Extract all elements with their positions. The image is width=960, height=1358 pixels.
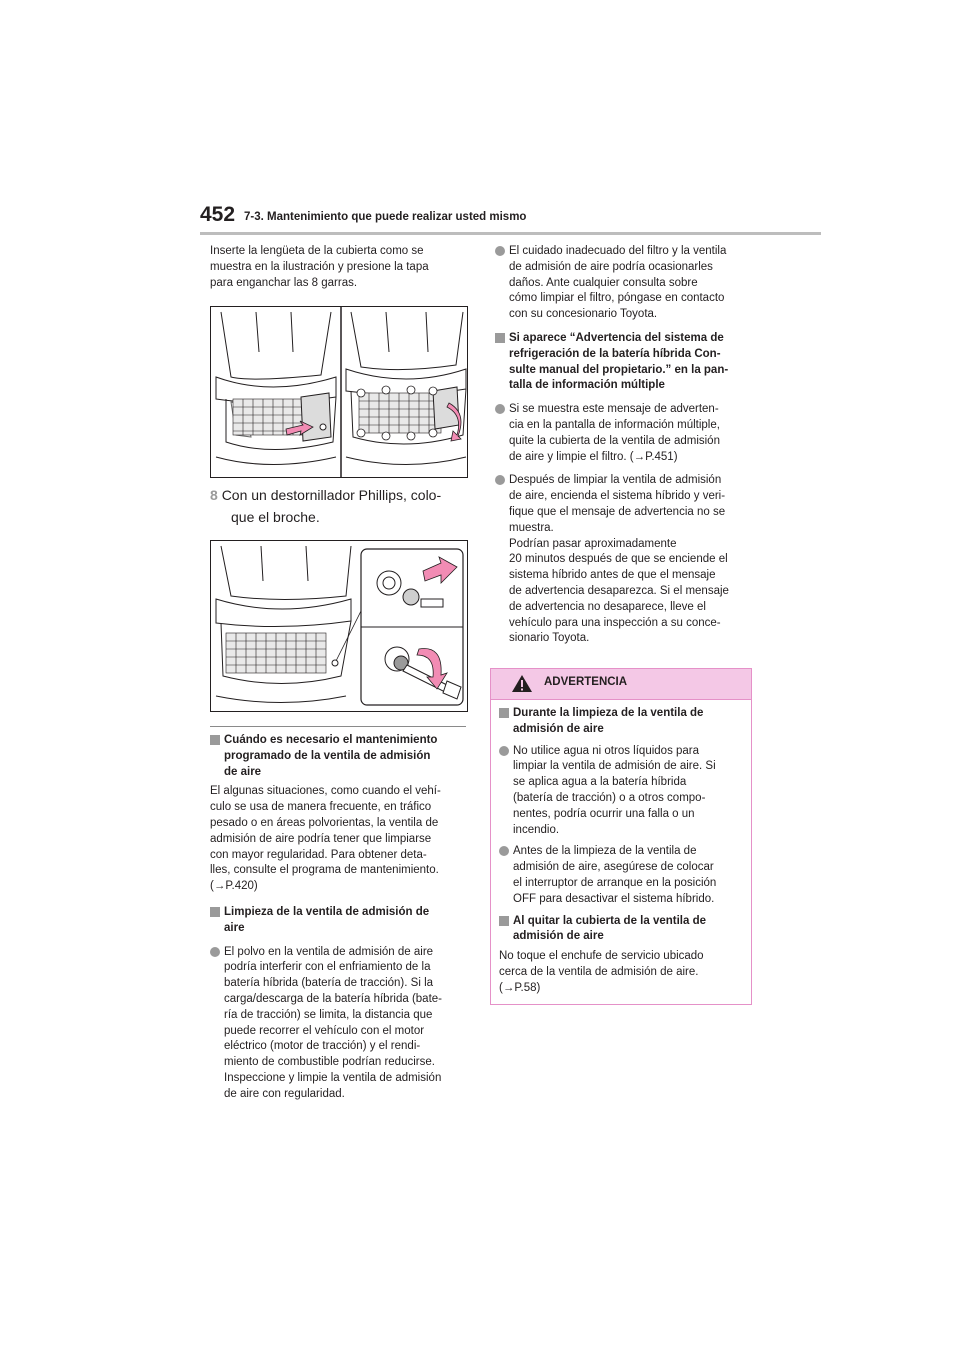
section-title: 7-3. Mantenimiento que puede realizar usted mismo [244, 211, 527, 223]
section-rule [210, 726, 466, 727]
text-line: ría de tracción) se limita, la distancia que [224, 1008, 433, 1021]
warning-heading [499, 706, 743, 738]
right-column [495, 244, 755, 647]
text-line: puede recorrer el vehículo con el motor [224, 1024, 425, 1037]
text-line: fique que el mensaje de advertencia no se [509, 505, 726, 518]
heading-line: talla de información múltiple [509, 379, 665, 392]
text-line: el interruptor de arranque en la posición [513, 876, 717, 889]
heading-line: aire [224, 921, 245, 934]
text-line: eléctrico (motor de tracción) y el rendi- [224, 1040, 421, 1053]
text-line: Inspeccione y limpie la ventila de admisión [224, 1071, 442, 1084]
text-line: 20 minutos después de que se enciende el [509, 553, 728, 566]
square-bullet-icon [499, 708, 509, 718]
text-line: Antes de la limpieza de la ventila de [513, 845, 697, 858]
page-reference-link[interactable]: (→P.58) [499, 981, 541, 994]
text-line: de aire, encienda el sistema híbrido y veri- [509, 490, 726, 503]
text-line: OFF para desactivar el sistema híbrido. [513, 892, 715, 905]
text-line: de advertencia no desaparece, lleve el [509, 600, 706, 613]
round-bullet-icon [495, 475, 505, 485]
heading-line: admisión de aire [513, 930, 604, 943]
bullet-item [499, 744, 743, 839]
step-line: que el broche. [231, 509, 320, 525]
heading-line: Si aparece “Advertencia del sistema de [509, 331, 724, 344]
cover-install-drawing [211, 307, 467, 477]
heading-line: Cuándo es necesario el mantenimiento [224, 734, 438, 746]
text-line: Podrían pasar aproximadamente [509, 537, 677, 550]
text-line: Si se muestra este mensaje de adverten- [509, 403, 719, 416]
text-line: Después de limpiar la ventila de admisión [509, 474, 722, 487]
text-line: con mayor regularidad. Para obtener deta- [210, 848, 427, 861]
square-bullet-icon [499, 916, 509, 926]
round-bullet-icon [495, 246, 505, 256]
heading-line: Al quitar la cubierta de la ventila de [513, 914, 707, 927]
text-line: miento de combustible podrían reducirse. [224, 1056, 435, 1069]
illustration-cover-install [210, 306, 468, 478]
text-line: El polvo en la ventila de admisión de aire [224, 945, 434, 958]
text-line: de admisión de aire podría ocasionarles [509, 260, 713, 273]
bullet-item [495, 402, 755, 465]
square-bullet-icon [210, 735, 220, 745]
page-reference-link[interactable]: de aire y limpie el filtro. (→P.451) [509, 450, 678, 463]
text-line: cerca de la ventila de admisión de aire. [499, 965, 699, 978]
text-line: daños. Ante cualquier consulta sobre [509, 276, 698, 289]
text-line: No utilice agua ni otros líquidos para [513, 744, 700, 757]
step-8 [210, 484, 472, 528]
section-heading [210, 905, 472, 937]
text-line: admisión de aire podría tener que limpiarse [210, 832, 432, 845]
warning-header [491, 669, 751, 700]
heading-line: Limpieza de la ventila de admisión de [224, 906, 430, 918]
page-number: 452 [200, 203, 236, 226]
round-bullet-icon [495, 404, 505, 414]
text-line: incendio. [513, 823, 560, 836]
round-bullet-icon [499, 746, 509, 756]
text-line: limpiar la ventila de admisión de aire. Si [513, 760, 716, 773]
text-line: Inserte la lengüeta de la cubierta como se [210, 245, 424, 257]
round-bullet-icon [499, 846, 509, 856]
round-bullet-icon [210, 947, 220, 957]
text-line: podría interferir con el enfriamiento de la [224, 961, 431, 974]
text-line: nentes, podría ocurrir una falla o un [513, 807, 695, 820]
text-line: El cuidado inadecuado del filtro y la ventila [509, 245, 727, 257]
text-line: se aplica agua a la batería híbrida [513, 776, 687, 789]
warning-body [499, 949, 743, 996]
step-number: 8 [210, 487, 218, 503]
clip-install-drawing [211, 541, 467, 711]
text-line: vehículo para una inspección a su conce- [509, 616, 721, 629]
text-line: El algunas situaciones, como cuando el vehí- [210, 785, 441, 798]
heading-line: refrigeración de la batería híbrida Con- [509, 347, 721, 360]
text-line: muestra. [509, 521, 554, 534]
section-body [210, 784, 472, 895]
section-cleaning [210, 905, 472, 1103]
text-line: de advertencia desaparezca. Si el mensaje [509, 584, 729, 597]
text-line: sionario Toyota. [509, 632, 590, 645]
step-line: Con un destornillador Phillips, colo- [221, 487, 442, 503]
section-maintenance [210, 733, 472, 895]
warning-box [490, 668, 752, 1005]
text-line: de aire con regularidad. [224, 1087, 345, 1100]
text-line: cómo limpiar el filtro, póngase en contacto [509, 292, 725, 305]
section-heading [495, 331, 755, 394]
bullet-item [499, 844, 743, 907]
heading-line: admisión de aire [513, 722, 604, 735]
bullet-item [210, 945, 472, 1103]
text-line: para enganchar las 8 garras. [210, 276, 358, 289]
warning-content [491, 700, 751, 997]
heading-line: programado de la ventila de admisión [224, 749, 431, 762]
text-line: muestra en la ilustración y presione la tapa [210, 260, 429, 273]
text-line: batería híbrida (batería de tracción). Si la [224, 977, 434, 990]
text-line: pesado o en áreas polvorientas, la ventila de [210, 816, 439, 829]
bullet-item [495, 244, 755, 323]
heading-line: de aire [224, 765, 262, 778]
text-line: carga/descarga de la batería híbrida (bate- [224, 992, 442, 1005]
heading-line: sulte manual del propietario.” en la pan- [509, 363, 729, 376]
text-line: (batería de tracción) o a otros compo- [513, 791, 706, 804]
bullet-item [495, 473, 755, 647]
text-line: quite la cubierta de la ventila de admisión [509, 434, 720, 447]
warning-title: ADVERTENCIA [544, 676, 628, 688]
illustration-clip-install [210, 540, 468, 712]
text-line: No toque el enchufe de servicio ubicado [499, 950, 704, 963]
warning-heading [499, 914, 743, 946]
text-line: lles, consulte el programa de mantenimiento. [210, 864, 439, 877]
intro-text [210, 244, 470, 291]
heading-line: Durante la limpieza de la ventila de [513, 707, 704, 719]
square-bullet-icon [210, 907, 220, 917]
text-line: admisión de aire, asegúrese de colocar [513, 861, 714, 874]
header-rule [200, 232, 821, 235]
page-reference-link[interactable]: (→P.420) [210, 880, 258, 893]
section-heading [210, 733, 472, 780]
text-line: culo se usa de manera frecuente, en tráfico [210, 801, 432, 814]
square-bullet-icon [495, 333, 505, 343]
text-line: sistema híbrido antes de que el mensaje [509, 569, 716, 582]
warning-triangle-icon [511, 674, 533, 693]
text-line: cia en la pantalla de información múltiple, [509, 418, 720, 431]
text-line: con su concesionario Toyota. [509, 308, 658, 321]
